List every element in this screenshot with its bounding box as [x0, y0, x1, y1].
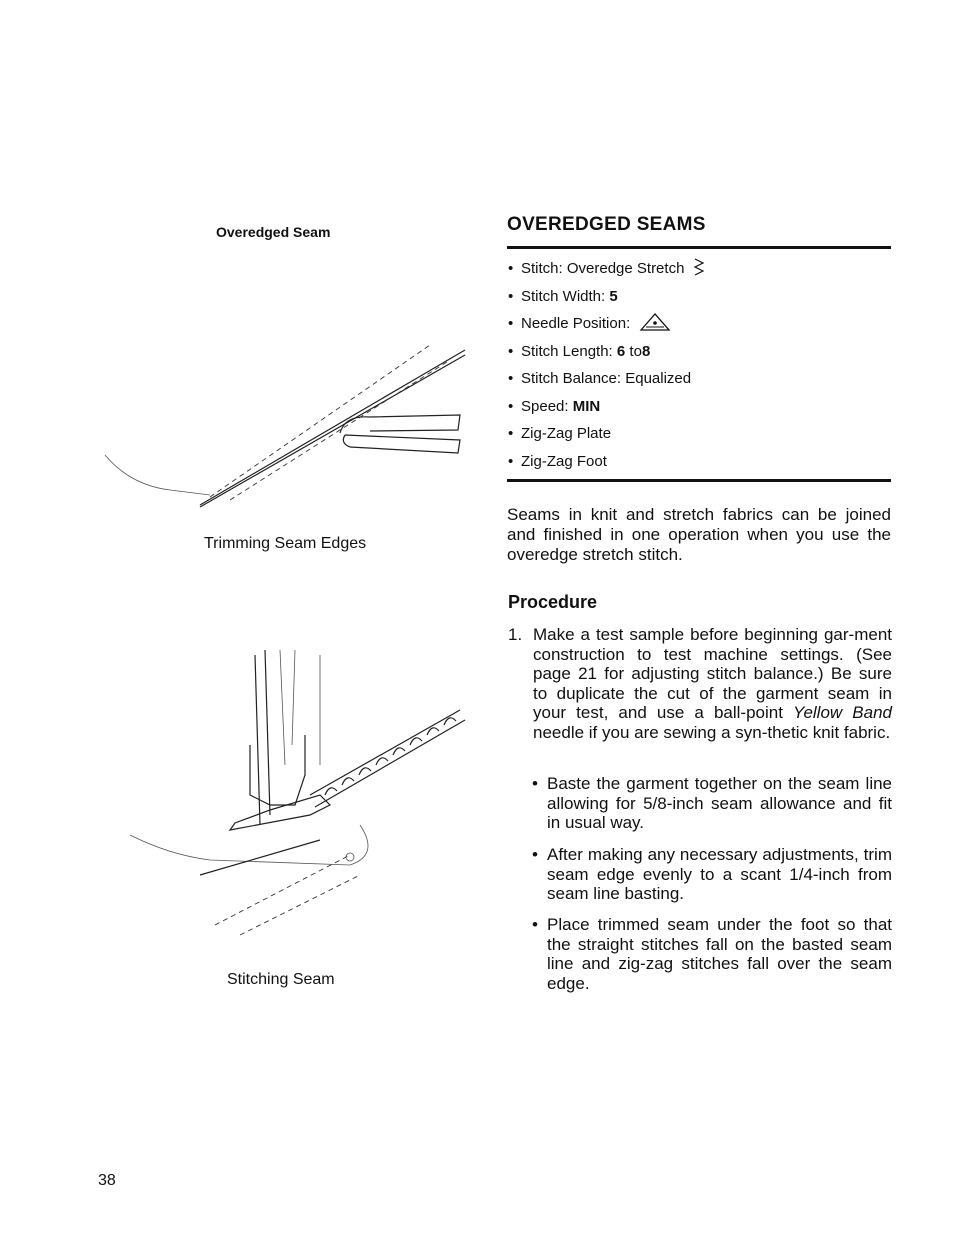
procedure-step-1	[508, 625, 892, 743]
procedure-heading: Procedure	[508, 592, 598, 612]
step-italic-text: Yellow Band	[793, 703, 892, 723]
stitching-illustration	[120, 645, 480, 945]
setting-to: to	[629, 342, 642, 360]
setting-stitch: • Stitch: Overedge Stretch	[508, 255, 706, 283]
setting-label: Stitch Length:	[521, 342, 613, 360]
caption-stitching: Stitching Seam	[227, 971, 335, 988]
setting-value: 8	[641, 342, 651, 360]
bullet-text: Baste the garment together on the seam line allowing for 5/8-inch seam allowance and fit in usual way.	[547, 774, 892, 833]
setting-label: Zig-Zag Plate	[521, 425, 612, 442]
setting-length: • Stitch Length: 6 to8	[508, 342, 651, 360]
setting-label: Stitch Balance: Equalized	[521, 370, 692, 387]
setting-label: Needle Position:	[521, 315, 631, 332]
setting-value: MIN	[572, 397, 601, 415]
list-item: • After making any necessary adjustments, trim seam edge evenly to a scant 1/4-inch from seam line basting.	[532, 845, 892, 904]
overedge-stitch-icon	[692, 257, 706, 277]
step-text: needle if you are sewing a syn-thetic knit fabric.	[533, 722, 891, 742]
section-title: OVEREDGED SEAMS	[507, 214, 706, 235]
step-text: Make a test sample before beginning gar-ment construction to test machine settings. (See page 21 for adjusting stitch balance.) Be sure to duplicate the cut of the garment seam in your test, and use a ball-point	[533, 625, 892, 723]
top-rule	[507, 246, 891, 249]
bullet-text: Place trimmed seam under the foot so that the straight stitches fall on the basted seam line and zig-zag stitches fall over the seam edge.	[547, 915, 892, 993]
settings-list	[508, 255, 706, 475]
list-item: • Baste the garment together on the seam line allowing for 5/8-inch seam allowance and fit in usual way.	[532, 774, 892, 833]
caption-trimming: Trimming Seam Edges	[204, 535, 367, 552]
intro-paragraph: Seams in knit and stretch fabrics can be joined and finished in one operation when you use the overedge stretch stitch.	[507, 505, 891, 564]
page-number: 38	[98, 1172, 116, 1189]
bullet-text: After making any necessary adjustments, trim seam edge evenly to a scant 1/4-inch from seam line basting.	[547, 845, 892, 904]
setting-balance: • Stitch Balance: Equalized	[508, 370, 692, 387]
setting-label: Speed:	[521, 397, 569, 415]
setting-label: Stitch Width:	[521, 287, 606, 305]
step-body	[533, 625, 892, 743]
setting-speed: • Speed: MIN	[508, 397, 601, 415]
list-item: • Place trimmed seam under the foot so that the straight stitches fall on the basted seam line and zig-zag stitches fall over the seam edge.	[532, 915, 892, 993]
needle-position-triangle-icon	[638, 312, 672, 332]
setting-value: 5	[609, 287, 618, 305]
setting-plate: • Zig-Zag Plate	[508, 425, 612, 442]
setting-value: 6	[616, 342, 626, 360]
setting-label: Zig-Zag Foot	[521, 452, 607, 470]
trimming-illustration	[100, 335, 480, 515]
setting-label: Stitch: Overedge Stretch	[521, 260, 685, 277]
setting-needle-position: • Needle Position:	[508, 310, 706, 338]
bottom-rule	[507, 479, 891, 482]
figure-title: Overedged Seam	[216, 224, 331, 240]
setting-foot: • Zig-Zag Foot	[508, 452, 607, 470]
step-number: 1.	[508, 625, 523, 644]
setting-width: • Stitch Width: 5	[508, 287, 618, 305]
